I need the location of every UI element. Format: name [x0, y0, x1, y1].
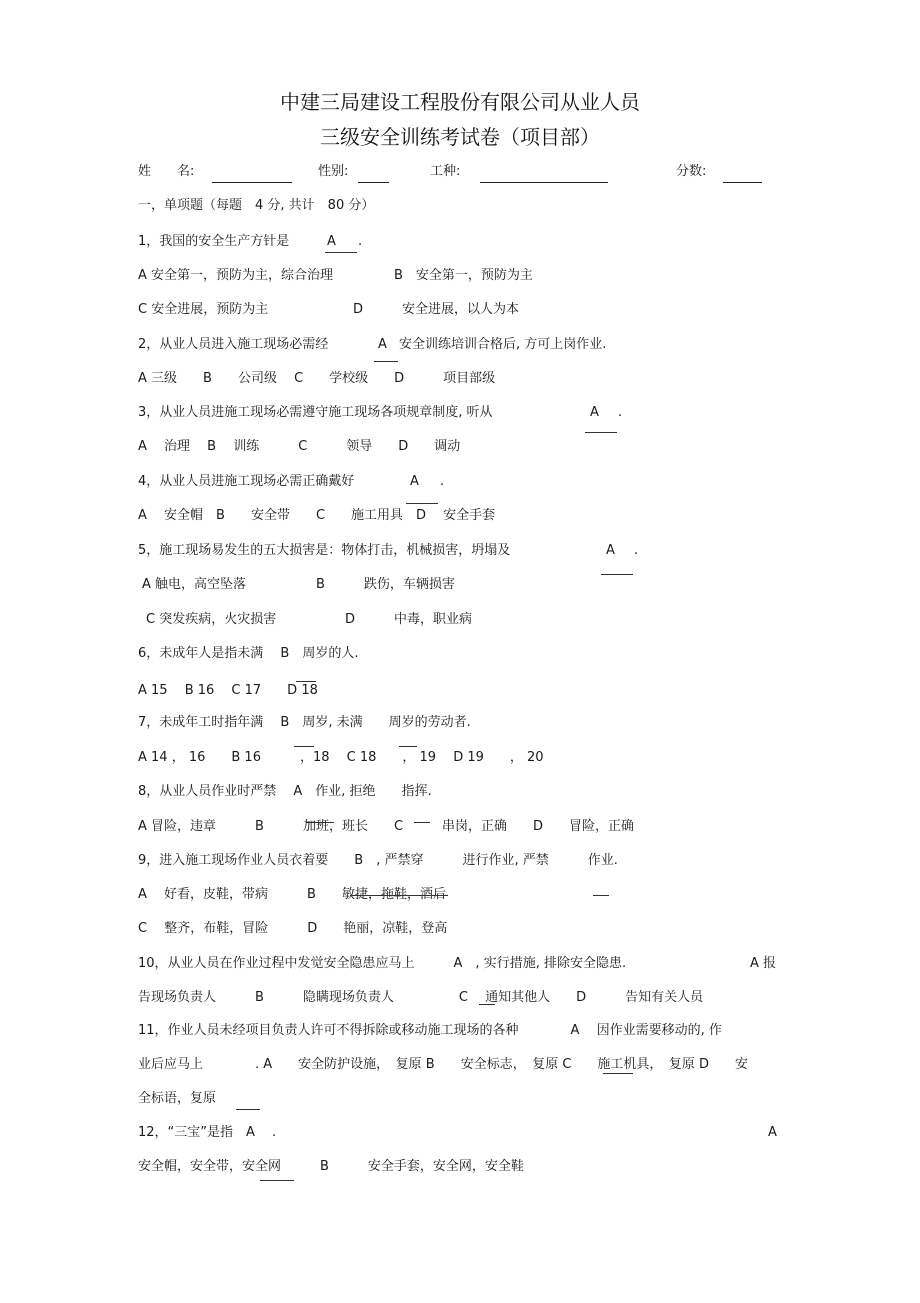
q3-options: A 治理 B 训练 C 领导 D 调动 — [138, 439, 461, 454]
q3-answer: A — [590, 405, 599, 420]
q1-answer-underline — [325, 252, 357, 253]
q1-option-d: D 安全进展，以人为本 — [353, 302, 520, 317]
q12-underline — [260, 1180, 294, 1181]
score-blank[interactable] — [723, 182, 762, 183]
q11-line1: 11，作业人员未经项目负责人许可不得拆除或移动施工现场的各种 A 因作业需要移动的, 作 — [138, 1023, 722, 1038]
q7-options: A 14 ， 16 B 16 ，18 C 18 ， 19 D 19 ， 20 — [138, 750, 544, 765]
q4-stem: 4，从业人员进施工现场必需正确戴好 — [138, 474, 355, 489]
q5-option-b: B 跌伤，车辆损害 — [316, 577, 455, 592]
q10-line1: 10，从业人员在作业过程中发觉安全隐患应马上 A , 实行措施, 排除安全隐患. — [138, 956, 627, 971]
q5-answer: A — [606, 543, 615, 558]
q5-option-d: D 中毒，职业病 — [345, 612, 473, 627]
q9-options-cd: C 整齐，布鞋，冒险 D 艳丽，凉鞋，登高 — [138, 921, 448, 936]
score-label: 分数: — [676, 164, 707, 179]
q11-blank — [236, 1109, 260, 1110]
q7-stem: 7，未成年工时指年满 B 周岁, 未满 周岁的劳动者. — [138, 715, 471, 730]
q3-answer-underline — [585, 432, 617, 433]
q4-options: A 安全帽 B 安全带 C 施工用具 D 安全手套 — [138, 508, 496, 523]
q1-option-c: C 安全进展，预防为主 — [138, 302, 269, 317]
gender-label: 性别: — [318, 164, 349, 179]
q12-line2: 安全帽，安全带，安全网 B 安全手套，安全网，安全鞋 — [138, 1159, 524, 1174]
q6-mark — [296, 681, 316, 682]
q5-end: . — [634, 543, 639, 558]
q2-stem: 2，从业人员进入施工现场必需经 — [138, 337, 329, 352]
q5-option-c: C 突发疾病，火灾损害 — [146, 612, 277, 627]
q4-end: . — [440, 474, 445, 489]
q11-line2: 业后应马上 . A 安全防护设施， 复原 B 安全标志， 复原 C 施工机具， 复原 D 安 — [138, 1057, 749, 1072]
q12-line1: 12，“三宝”是指 A . — [138, 1125, 277, 1140]
q12-line1-right: A — [768, 1125, 777, 1140]
exam-title-line2: 三级安全训练考试卷（项目部） — [320, 125, 600, 149]
job-blank[interactable] — [480, 182, 608, 183]
q1-stem: 1，我国的安全生产方针是 — [138, 234, 290, 249]
q10-line1-right: A 报 — [750, 956, 777, 971]
q3-end: . — [618, 405, 623, 420]
q11-line3: 全标语，复原 — [138, 1091, 217, 1106]
q2-options: A 三级 B 公司级 C 学校级 D 项目部级 — [138, 371, 496, 386]
q7-mark-2 — [399, 746, 417, 747]
q10-mark — [479, 1004, 495, 1005]
q9-options-ab: A 好看，皮鞋，带病 B 敏捷，拖鞋，酒后 — [138, 887, 446, 902]
q9-mark — [593, 895, 609, 896]
name-label: 姓 名: — [138, 164, 195, 179]
section-header: 一，单项题（每题 4 分, 共计 80 分） — [138, 198, 375, 213]
q5-answer-underline — [601, 574, 633, 575]
q1-option-b: B 安全第一，预防为主 — [394, 268, 533, 283]
q11-mark — [603, 1073, 633, 1074]
q2-answer-underline — [374, 361, 398, 362]
q6-stem: 6，未成年人是指未满 B 周岁的人. — [138, 646, 359, 661]
q5-option-a: A 触电，高空坠落 — [142, 577, 247, 592]
q1-option-a: A 安全第一，预防为主，综合治理 — [138, 268, 334, 283]
q9-strike — [350, 895, 448, 896]
q8-stem: 8，从业人员作业时严禁 A 作业, 拒绝 指挥. — [138, 784, 432, 799]
q5-stem: 5，施工现场易发生的五大损害是：物体打击，机械损害，坍塌及 — [138, 543, 511, 558]
q10-line2: 告现场负责人 B 隐瞒现场负责人 C 通知其他人 D 告知有关人员 — [138, 990, 704, 1005]
exam-title-line1: 中建三局建设工程股份有限公司从业人员 — [280, 90, 640, 114]
q9-stem: 9，进入施工现场作业人员衣着要 B , 严禁穿 进行作业, 严禁 作业. — [138, 853, 618, 868]
q8-options: A 冒险，违章 B 加班，班长 C 串岗，正确 D 冒险，正确 — [138, 819, 635, 834]
q1-end: . — [358, 234, 363, 249]
q4-answer-underline — [406, 503, 438, 504]
q6-options: A 15 B 16 C 17 D 18 — [138, 683, 318, 698]
q1-answer: A — [327, 234, 336, 249]
name-blank[interactable] — [212, 182, 292, 183]
q2-tail: 安全训练培训合格后, 方可上岗作业. — [399, 337, 607, 352]
q7-mark-1 — [294, 746, 314, 747]
job-label: 工种: — [430, 164, 461, 179]
gender-blank[interactable] — [358, 182, 389, 183]
q2-answer: A — [378, 337, 387, 352]
q4-answer: A — [410, 474, 419, 489]
q3-stem: 3，从业人员进施工现场必需遵守施工现场各项规章制度, 听从 — [138, 405, 493, 420]
